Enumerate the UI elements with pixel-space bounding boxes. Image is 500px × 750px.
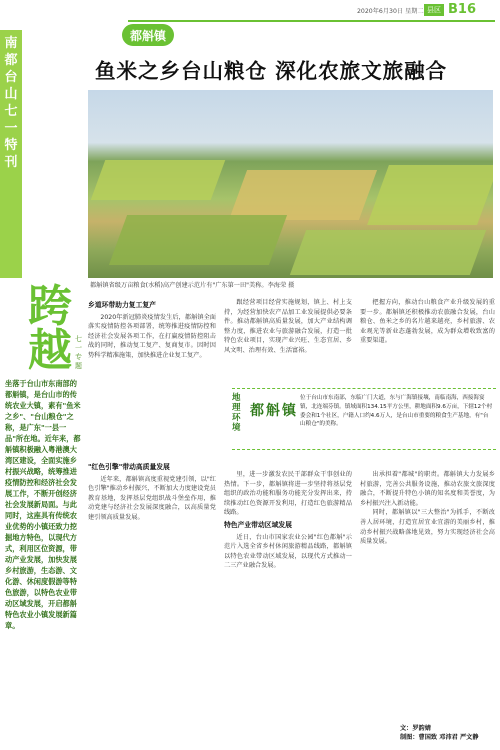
header-rule	[128, 20, 495, 22]
article-column-3	[360, 298, 495, 346]
paragraph: 2020年新冠肺炎疫情发生后，都斛镇全面落实疫情防控各项部署，统筹推进疫情防控和经济社会发展各项工作，在打赢疫情防控阻击战的同时，推动复工复产、复商复市。因时因势科学精准施策，加快推进企业复工复产。	[88, 313, 216, 359]
subhead-1: 乡道环带助力复工复产	[88, 301, 156, 309]
feature-tag: 七一专题	[75, 335, 82, 370]
geo-info-label: 地理环境	[232, 393, 241, 433]
article-column-1	[88, 298, 216, 361]
intro-column: 坐落于台山市东南部的都斛镇，是台山市的传统农业大镇，素有"鱼米之乡"、"台山粮仓"之称，是广东"一县一品"所在地。近年来，都斛镇积极融入粤港澳大湾区建设，全面实施乡村振兴战略，统筹推进疫情防控和经济社会发展工作，不断开创经济社会发展新局面。与此同时，这座具有传统农业优势的小镇还致力挖掘地方特色，以现代方式，利用区位资源，带动产业发展，加快发展乡村旅游，生态游、文化游、休闲度假游等特色旅游，以特色农业带动区域发展，开启都斛特色农业小镇发展新篇章。	[5, 379, 81, 630]
headline: 鱼米之乡台山粮仓 深化农旅文旅融合	[95, 59, 448, 83]
geo-info-text: 位于台山市东南部，东临广门大道，东与广海镇接壤，南临南海，西接海宴镇，北连端芬镇。镇域面积134.15平方公里，耕地面积9.6万亩，下辖12个村委会和1个社区，户籍人口约4.6万人，是台山市重要的粮食生产基地，有"台山粮仓"的美称。	[300, 395, 493, 428]
subhead-2: "红色引擎"带动高质量发展	[88, 463, 170, 471]
article-column-1b	[88, 460, 216, 523]
rice-field-photo	[88, 90, 493, 278]
paragraph: 里，进一步激发农民干部群众干事创业的热情。下一步，都斛镇将进一步坚持将基层党组织的政治功能和服务功能充分发挥出来，持续推动红色资源开发利用，打造红色旅游精品线路。	[224, 471, 352, 517]
leap-heading: 跨越	[28, 281, 72, 376]
paragraph: 出承担着"都城"的职责。都斛镇大力发展乡村旅游，完善公共服务设施，推动农旅文旅深度融合，不断提升特色小镇的知名度和美誉度，为乡村振兴注入新动能。	[360, 471, 495, 507]
paragraph: 跟经营项目经营实施规划，镇上、村上支持，为经营加快农产品加工业发展提供必要条件。推动都斛镇高质量发展，加大产业结构调整力度，推进农业与旅游融合发展，打造一批特色农业项目，实现产业兴旺、生态宜居、乡风文明、治理有效、生活富裕。	[224, 299, 352, 354]
section-badge: 县区	[424, 4, 444, 16]
special-issue-title: 南都台山七一特刊	[4, 36, 18, 170]
paragraph: 近日，台山市国家农业公园"红色都斛"示范片入选全省乡村休闲旅游精品线路，都斛镇以特色农业带动区域发展，以现代方式推动一二三产业融合发展。	[224, 533, 352, 570]
paragraph: 把握方向，推动台山粮食产业升级发展的重要一步。都斛镇还积极推动农旅融合发展，台山粮仓、鱼米之乡的名片越来越亮，乡村旅游、农业观光等新业态蓬勃发展，成为群众增收致富的重要渠道。	[360, 299, 495, 345]
byline	[400, 724, 479, 742]
photographers: 制图：曹国致 邓沛君 严文静	[400, 734, 479, 741]
page-number: B16	[448, 2, 476, 17]
issue-date: 2020年6月30日 星期二	[357, 8, 424, 15]
paragraph: 同时，都斛镇以"三大整治"为抓手，不断改善人居环境，打造宜居宜业宜游的美丽乡村，推动乡村振兴战略落地见效，努力实现经济社会高质量发展。	[360, 509, 495, 546]
article-column-3b	[360, 470, 495, 547]
town-tag	[122, 24, 174, 46]
article-column-2	[224, 298, 352, 356]
town-tag-text: 都斛镇	[122, 24, 174, 46]
paragraph: 近年来，都斛镇高度重视党建引领，以"红色引擎"推动乡村振兴，不断加大力度建设党员教育基地，发挥基层党组织战斗堡垒作用，推动党建与经济社会发展深度融合，以高质量党建引领高质量发展。	[88, 475, 216, 521]
photo-caption: 都斛镇省级万亩粮食(水稻)高产创建示范片有"广东第一田"美称。李海荣 摄	[90, 282, 295, 289]
subhead-3: 特色产业带动区域发展	[224, 520, 292, 529]
geo-town-name: 都斛镇	[250, 403, 298, 419]
author: 文：罗韵婧	[400, 725, 431, 732]
article-column-2b	[224, 470, 352, 571]
